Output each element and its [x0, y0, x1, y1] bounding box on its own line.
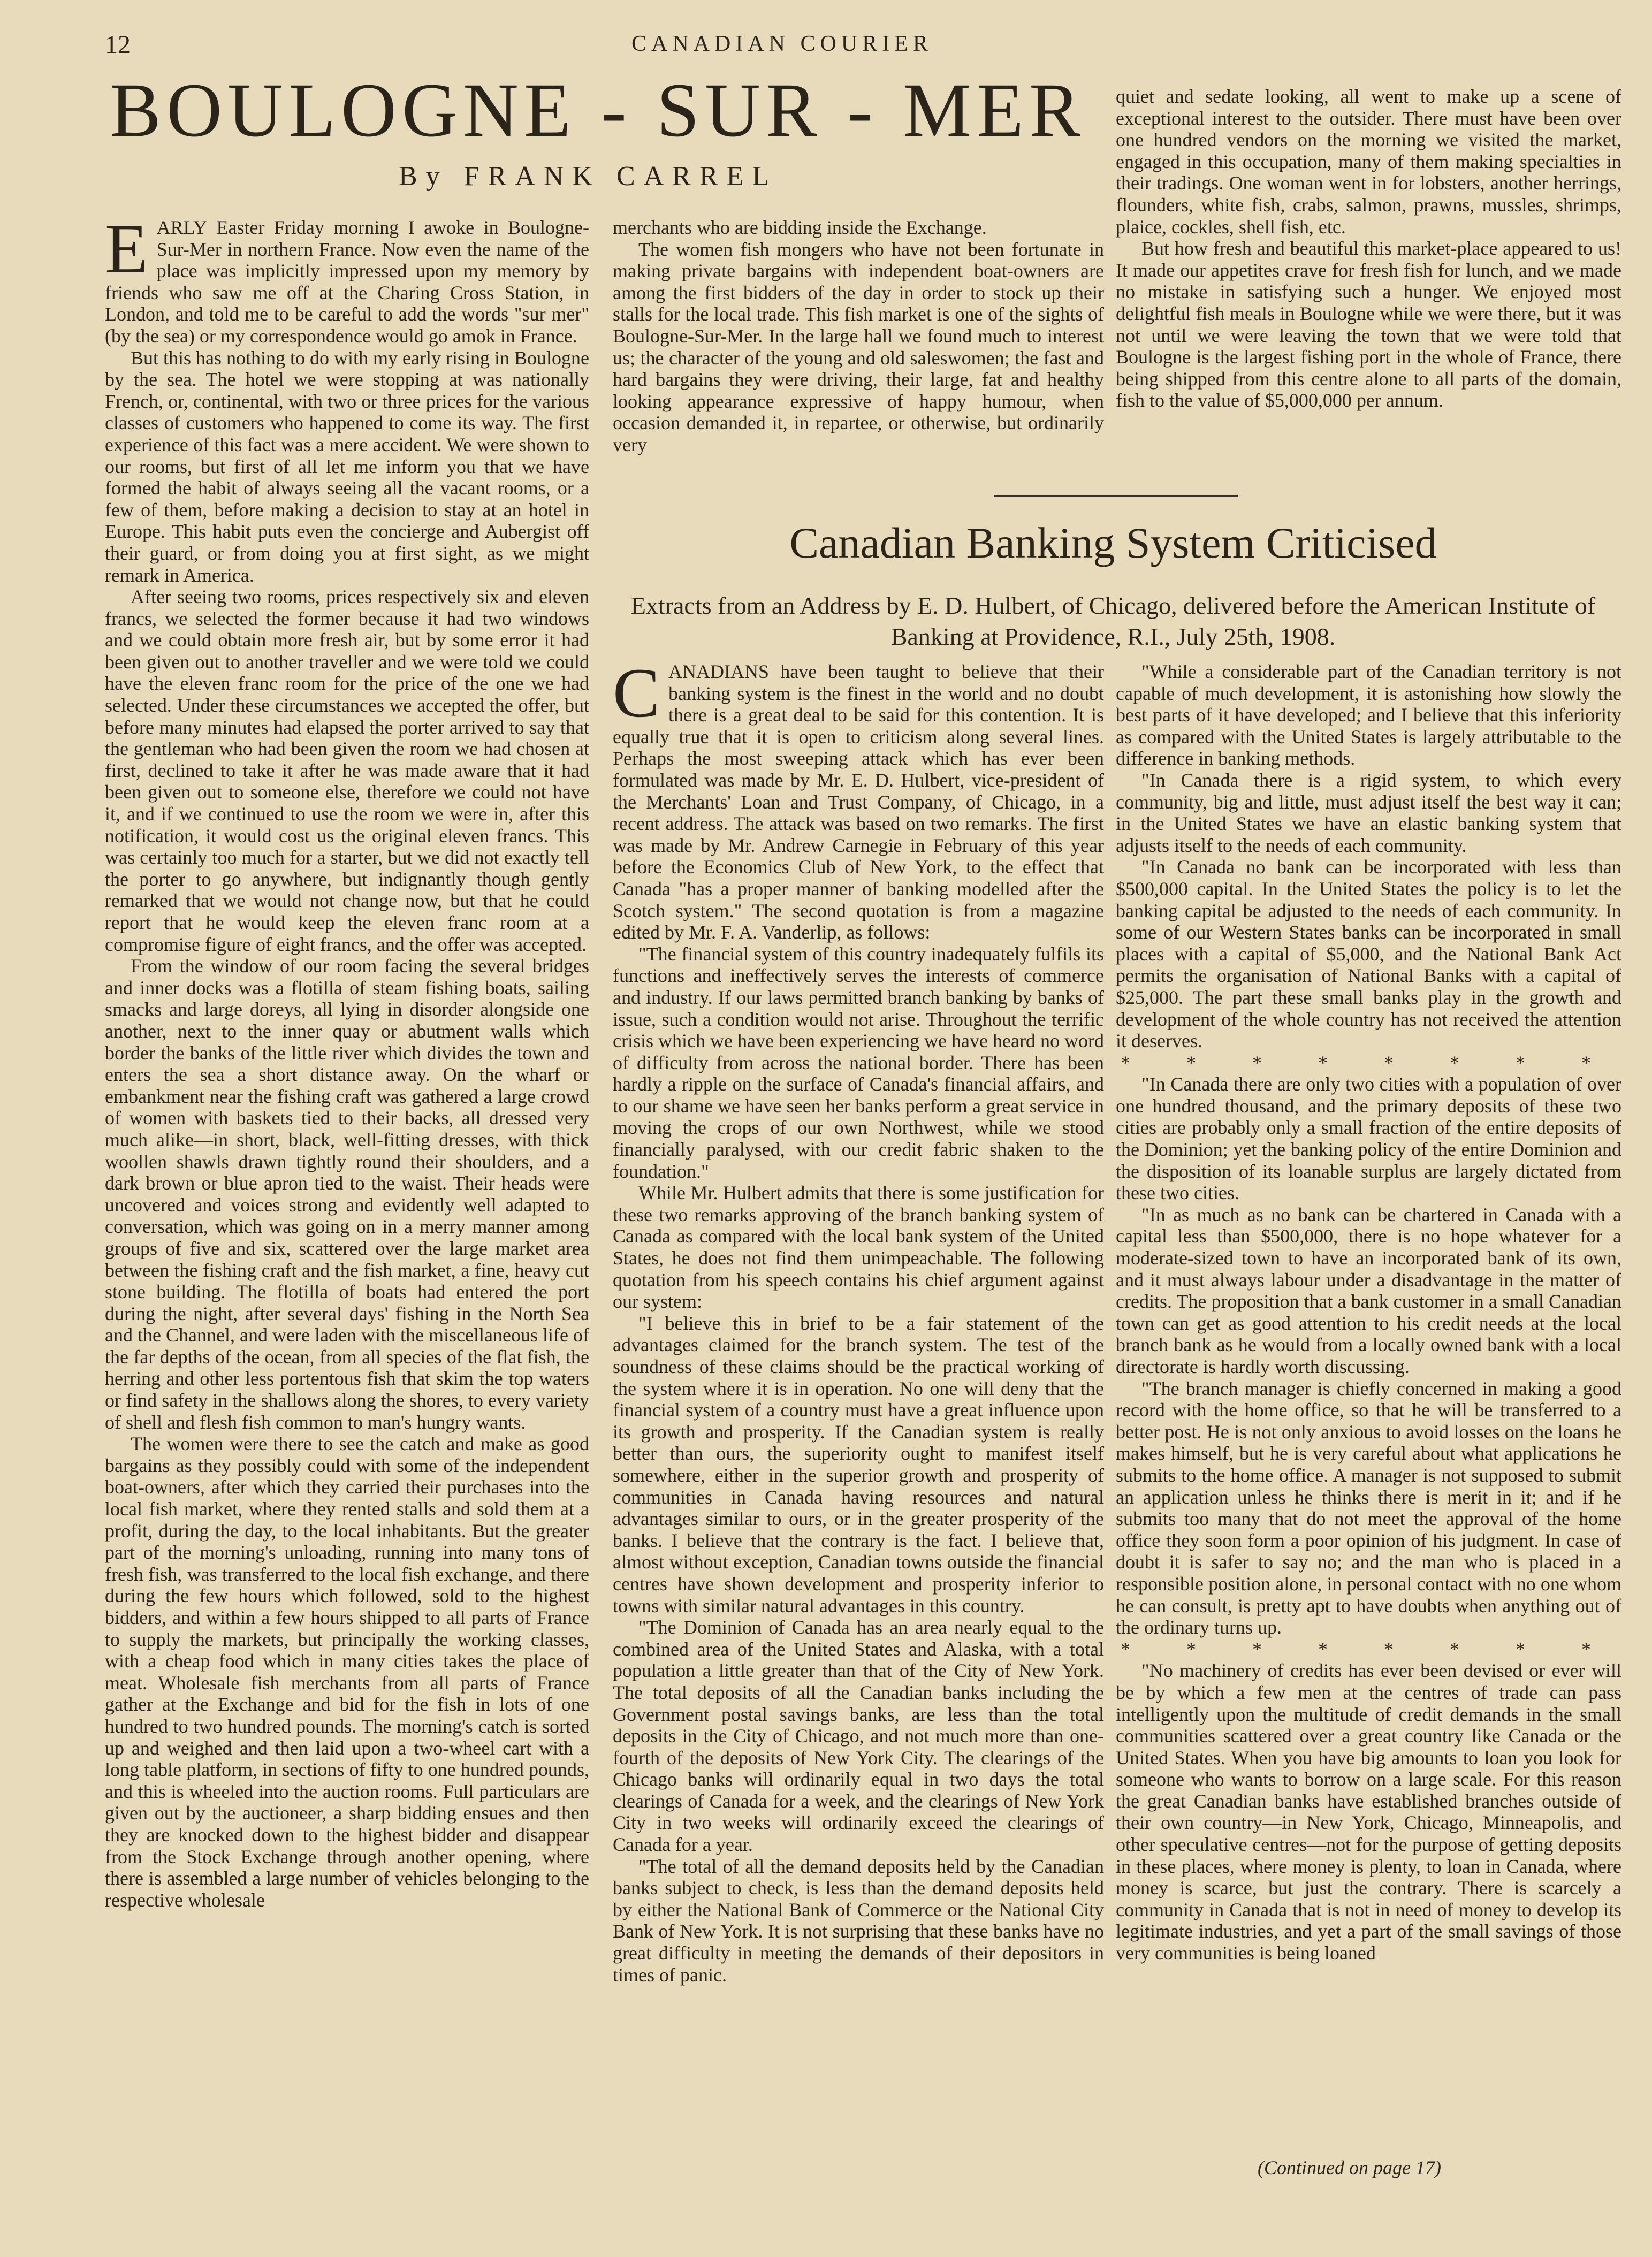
article2-paragraph: While Mr. Hulbert admits that there is some justification for these two remarks approving of the branch banking system of Canada as compared with the local bank system of the United States, he does not find them unimpeachable. The following quotation from his speech contains his chief argument against our system:	[613, 1182, 1104, 1313]
article2-subtitle: Extracts from an Address by E. D. Hulbert, of Chicago, delivered before the American Institute of Banking at Providence, R.I., July 25th, 1908.	[630, 592, 1596, 650]
article2-paragraph: CANADIANS have been taught to believe that their banking system is the finest in the world and no doubt there is a great deal to be said for this contention. It is equally true that it is open to criticism along several lines. Perhaps the most sweeping attack which has ever been formulated was made by Mr. E. D. Hulbert, vice-president of the Merchants' Loan and Trust Company, of Chicago, in a recent address. The attack was based on two remarks. The first was made by Mr. Andrew Carnegie in February of this year before the Economics Club of New York, to the effect that Canada "has a proper manner of banking modelled after the Scotch system." The second quotation is from a magazine edited by Mr. F. A. Vanderlip, as follows:	[613, 661, 1104, 943]
article1-paragraph: EARLY Easter Friday morning I awoke in Boulogne-Sur-Mer in northern France. Now even the name of the place was implicitly impressed upon my memory by friends who saw me off at the Charing Cross Station, in London, and told me to be careful to add the words "sur mer" (by the sea) or my correspondence would go amok in France.	[105, 217, 589, 347]
section-break-stars: * * * * * * * *	[1121, 1051, 1617, 1073]
article2-paragraph: "The Dominion of Canada has an area nearly equal to the combined area of the United States and Alaska, with a total population a little greater than that of the City of New York. The total deposits of all the Canadian banks including the Government postal savings banks, are less than the total deposits in the City of Chicago, and not much more than one-fourth of the deposits of New York City. The clearings of the Chicago banks will ordinarily equal in two days the total clearings of Canada for a week, and the clearings of New York City in two weeks will ordinarily exceed the clearings of Canada for a year.	[613, 1616, 1104, 1856]
running-head: CANADIAN COURIER	[631, 32, 933, 56]
article2-paragraph: "The total of all the demand deposits held by the Canadian banks subject to check, is less than the demand deposits held by either the National Bank of Commerce or the National City Bank of New York. It is not surprising that these banks have no great difficulty in meeting the demands of their depositors in times of panic.	[613, 1855, 1104, 1986]
article2-paragraph: "I believe this in brief to be a fair statement of the advantages claimed for the branch system. The test of the soundness of these claims should be the practical working of the system where it is in operation. No one will deny that the financial system of a country must have a great influence upon its growth and prosperity. If the Canadian system is really better than ours, the superiority ought to manifest itself somewhere, either in the superior growth and prosperity of communities in Canada having resources and natural advantages similar to ours, or in the greater prosperity of the banks. I believe that the contrary is the fact. I believe that, almost without exception, Canadian towns outside the financial centres have shown development and prosperity inferior to towns with similar natural advantages in this country.	[613, 1312, 1104, 1616]
article1-column-2	[613, 217, 1104, 479]
article2-paragraph: "In as much as no bank can be chartered in Canada with a capital less than $500,000, there is no hope whatever for a moderate-sized town to have an incorporated bank of its own, and it must always labour under a disadvantage in the matter of credits. The proposition that a bank customer in a small Canadian town can get as good attention to his credit needs at the local branch bank as he would from a locally owned bank with a local directorate is hardly worth discussing.	[1116, 1203, 1621, 1377]
article2-paragraph: "While a considerable part of the Canadian territory is not capable of much development, it is astonishing how slowly the best parts of it have developed; and I believe that this inferiority as compared with the United States is largely attributable to the difference in banking methods.	[1116, 661, 1621, 769]
article2-column-1	[613, 661, 1104, 2183]
article2-column-2	[1116, 661, 1621, 2154]
article-headline: BOULOGNE - SUR - MER	[110, 68, 1086, 153]
article1-paragraph: After seeing two rooms, prices respectively six and eleven francs, we selected the former because it had two windows and we could obtain more fresh air, but by some error it had been given out to another traveller and we were told we could have the eleven franc room for the price of the one we had selected. Under these circumstances we accepted the offer, but before many minutes had elapsed the porter arrived to say that the gentleman who had been given the room we had chosen at first, declined to take it after he was made aware that it had been given out to someone else, therefore we could not have it, and if we continued to use the room we were in, after this notification, it would cost us the original eleven francs. This was certainly too much for a starter, but we did not exactly tell the porter to go anywhere, but indignantly though gently remarked that we would not change now, but that he could report that he would keep the eleven franc room at a compromise figure of eight francs, and the offer was accepted.	[105, 586, 589, 955]
article1-paragraph: But this has nothing to do with my early rising in Boulogne by the sea. The hotel we were stopping at was nationally French, or, continental, with two or three prices for the various classes of customers who happened to come its way. The first experience of this fact was a mere accident. We were shown to our rooms, but first of all let me inform you that we have formed the habit of always seeing all the vacant rooms, or a few of them, before making a decision to stay at an hotel in Europe. This habit puts even the concierge and Aubergist off their guard, or from doing you at first sight, as we might remark in America.	[105, 347, 589, 586]
article1-paragraph: quiet and sedate looking, all went to make up a scene of exceptional interest to the outsider. There must have been over one hundred vendors on the morning we visited the market, engaged in this occupation, many of them making specialties in their tradings. One woman went in for lobsters, another herrings, flounders, white fish, crabs, salmon, prawns, mussles, shrimps, plaice, cockles, shell fish, etc.	[1116, 86, 1621, 238]
byline: By FRANK CARREL	[399, 161, 778, 192]
article2-paragraph: "The financial system of this country inadequately fulfils its functions and ineffectively serves the interests of commerce and industry. If our laws permitted branch banking by banks of issue, such a condition would not arise. Throughout the terrific crisis which we have been experiencing we have heard no word of difficulty from across the national border. There has been hardly a ripple on the surface of Canada's financial affairs, and to our shame we have seen her banks perform a great service in moving the crops of our own Northwest, while we stood financially paralysed, with our credit fabric shaken to the foundation."	[613, 943, 1104, 1182]
article1-paragraph: But how fresh and beautiful this market-place appeared to us! It made our appetites crave for fresh fish for lunch, and we made no mistake in satisfying such a hunger. We enjoyed most delightful fish meals in Boulogne while we were there, but it was not until we were leaving the town that we were told that Boulogne is the largest fishing port in the whole of France, there being shipped from this centre alone to all parts of the domain, fish to the value of $5,000,000 per annum.	[1116, 238, 1621, 411]
article2-paragraph: "In Canada there are only two cities with a population of over one hundred thousand, and the primary deposits of these two cities are probably only a small fraction of the entire deposits of the Dominion; yet the banking policy of the entire Dominion and the disposition of its loanable surplus are largely dictated from these two cities.	[1116, 1073, 1621, 1204]
article2-paragraph: "The branch manager is chiefly concerned in making a good record with the home office, so that he will be transferred to a better post. He is not only anxious to avoid losses on the loans he makes himself, but he is very careful about what applications he submits to the home office. A manager is not supposed to submit an application unless he thinks there is merit in it; and if he submits too many that do not meet the approval of the home office they soon form a poor opinion of his judgment. In case of doubt it is safer to say no; and the man who is placed in a responsible position alone, in personal contact with no one whom he can consult, is pretty apt to have doubts when anything out of the ordinary turns up.	[1116, 1377, 1621, 1638]
continued-notice: (Continued on page 17)	[1258, 2157, 1441, 2178]
article1-paragraph: merchants who are bidding inside the Exchange.	[613, 217, 987, 238]
article2-paragraph: "No machinery of credits has ever been devised or ever will be by which a few men at the centres of trade can pass intelligently upon the multitude of credit demands in the small communities scattered over a great country like Canada or the United States. When you have big amounts to loan you look for someone who wants to borrow on a large scale. For this reason the great Canadian banks have established branches outside of their own country—in New York, Chicago, Minneapolis, and other speculative centres—not for the purpose of getting deposits in these places, where money is plenty, to loan in Canada, where money is scarce, but just the contrary. There is scarcely a community in Canada that is not in need of money to develop its legitimate industries, and yet a part of the small savings of those very communities is being loaned	[1116, 1660, 1621, 1964]
article2-paragraph: "In Canada there is a rigid system, to which every community, big and little, must adjust itself the best way it can; in the United States we have an elastic banking system that adjusts itself to the needs of each community.	[1116, 769, 1621, 856]
opening-word: ARLY	[156, 217, 208, 238]
opening-word: ANADIANS	[668, 661, 770, 682]
page-number: 12	[105, 30, 131, 59]
article1-column-1	[105, 217, 589, 2179]
article2-paragraph: "In Canada no bank can be incorporated with less than $500,000 capital. In the United States the policy is to let the banking capital be adjusted to the needs of each community. In some of our Western States banks can be incorporated in small places with a capital of $5,000, and the National Bank Act permits the organisation of National Banks with a capital of $25,000. The part these small banks play in the growth and development of the whole country has not received the attention it deserves.	[1116, 856, 1621, 1052]
drop-cap: C	[613, 661, 660, 732]
article1-paragraph: The women fish mongers who have not been fortunate in making private bargains with independent boat-owners are among the first bidders of the day in order to stock up their stalls for the local trade. This fish market is one of the sights of Boulogne-Sur-Mer. In the large hall we found much to interest us; the character of the young and old saleswomen; the fast and hard bargains they were driving, their large, fat and healthy looking appearance expressive of happy humour, when occasion demanded it, in repartee, or otherwise, but ordinarily very	[613, 238, 1104, 455]
article1-column-3	[1116, 86, 1621, 474]
section-break-stars: * * * * * * * *	[1121, 1638, 1617, 1660]
article1-paragraph: The women were there to see the catch and make as good bargains as they possibly could with some of the independent boat-owners, after which they carried their purchases into the local fish market, where they rented stalls and sold them at a profit, during the day, to the local inhabitants. But the greater part of the morning's unloading, running into many tons of fresh fish, was transferred to the local fish exchange, and there during the few hours which followed, sold to the highest bidders, and within a few hours shipped to all parts of France to supply the markets, but principally the working classes, with a cheap food which in many cities takes the place of meat. Wholesale fish merchants from all parts of France gather at the Exchange and bid for the fish in lots of one hundred to two hundred pounds. The morning's catch is sorted up and weighed and then laid upon a two-wheel cart with a long table platform, in sections of fifty to one hundred pounds, and this is wheeled into the auction rooms. Full particulars are given out by the auctioneer, a sharp bidding ensues and then they are knocked down to the highest bidder and disappear from the Stock Exchange through another opening, where there is assembled a large number of vehicles belonging to the respective wholesale	[105, 1433, 589, 1911]
article1-paragraph: From the window of our room facing the several bridges and inner docks was a flotilla of steam fishing boats, sailing smacks and large doreys, all lying in disorder alongside one another, next to the inner quay or abutment walls which border the banks of the little river which divides the town and enters the sea a short distance away. On the wharf or embankment near the fishing craft was gathered a large crowd of women with baskets tied to their backs, all dressed very much alike—in short, black, well-fitting dresses, with thick woollen shawls drawn tightly round their shoulders, and a dark brown or blue apron tied to the waist. Their heads were uncovered and voices strong and evidently well adapted to conversation, which was going on in a merry manner among groups of five and six, scattered over the large market area between the fishing craft and the fish market, a fine, heavy cut stone building. The flotilla of boats had entered the port during the night, after several days' fishing in the North Sea and the Channel, and were laden with the miscellaneous life of the far depths of the ocean, from all species of the flat fish, the herring and other less portentous fish that skim the top waters or find safety in the shallows along the shores, to every variety of shell and flesh fish common to man's hungry wants.	[105, 955, 589, 1433]
section-divider	[994, 495, 1238, 497]
drop-cap: E	[105, 217, 148, 288]
article2-title: Canadian Banking System Criticised	[789, 518, 1437, 567]
